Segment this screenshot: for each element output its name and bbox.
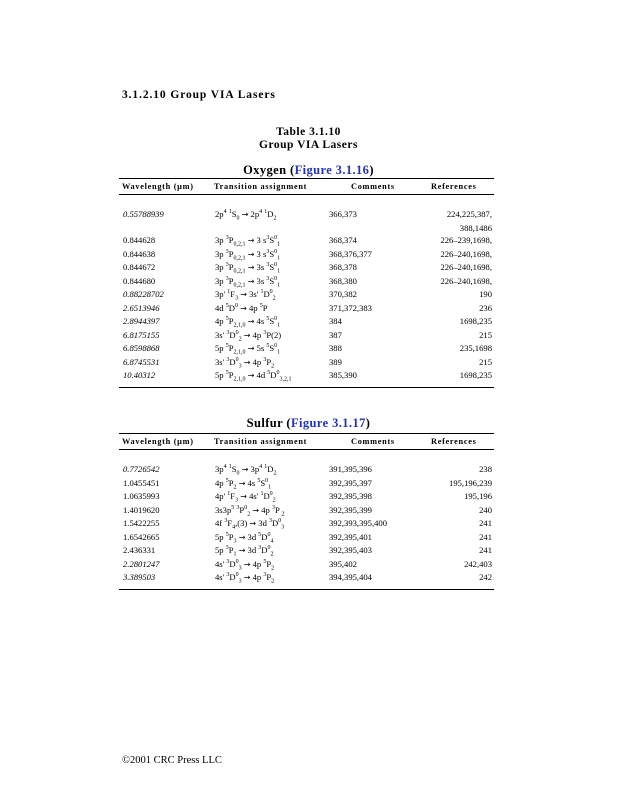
table-row: [119, 558, 494, 572]
table-row: [119, 571, 494, 589]
references-line: 224,225,387,: [446, 209, 492, 219]
comments-cell: 392,395,399: [329, 504, 372, 515]
table-row: [119, 288, 494, 302]
comments-cell: 368,378: [329, 262, 357, 272]
wavelength-cell: 10.40312: [119, 369, 211, 387]
comments-cell: 385,390: [325, 369, 421, 387]
comments-cell: 391,395,396: [329, 464, 372, 474]
comments-cell: 370,382: [329, 289, 357, 299]
figure-3-1-16-link[interactable]: Figure 3.1.16: [294, 163, 370, 177]
references-cell: 226–240,1698,: [440, 248, 492, 259]
references-cell: 1698,235: [421, 369, 494, 387]
wavelength-cell: 1.0635993: [123, 491, 160, 501]
oxygen-subtitle: [0, 163, 617, 178]
wavelength-cell: 0.844628: [123, 235, 156, 245]
references-cell: 226–239,1698,: [440, 235, 492, 245]
table-row: [119, 477, 494, 491]
transition-cell: 3s' $^3D^0_2 \to 4p$ $^3$P(2): [215, 329, 282, 343]
transition-cell: $3s3p^5$ $^3P^0_2 \to 4p$ $^3$P $_2$: [215, 504, 285, 518]
table-row: [119, 463, 494, 477]
header-wavelength: Wavelength (µm): [119, 434, 211, 450]
comments-cell: 392,395,397: [329, 477, 372, 488]
references-cell: 241: [479, 531, 492, 542]
transition-cell: 4p' $^1F_3 \to 4s'$ $^1D^0_2$: [215, 491, 276, 504]
comments-cell: 392,395,403: [329, 545, 372, 555]
references-cell: 242: [421, 571, 494, 589]
comments-cell: 371,372,383: [329, 302, 372, 313]
wavelength-cell: 0.7726542: [123, 464, 160, 474]
figure-3-1-17-link[interactable]: Figure 3.1.17: [290, 416, 366, 430]
header-transition: Transition assignment: [211, 434, 325, 450]
references-cell: 195,196: [464, 491, 492, 501]
wavelength-cell: 3.389503: [119, 571, 211, 589]
wavelength-cell: 2.436331: [123, 545, 156, 555]
wavelength-cell: 1.6542665: [123, 531, 160, 542]
sulfur-label: Sulfur: [246, 416, 283, 430]
table-row: [119, 531, 494, 545]
oxygen-close-paren: ): [369, 163, 374, 177]
wavelength-cell: 6.8598868: [123, 343, 160, 353]
sulfur-subtitle: [0, 416, 617, 431]
oxygen-header-row: [119, 179, 494, 195]
transition-cell: 4p $^5P_2 \to 4s$ $^5S^0_1$: [215, 477, 272, 491]
sulfur-table-body: [119, 450, 494, 590]
table-row: [119, 342, 494, 356]
transition-cell: $3p^4$ $^1S_0 \to 3p^4$ $^1D_2$: [215, 464, 277, 477]
transition-cell: 3p $^3P_{0,2,1} \to 3s$ $^3S^0_1$: [215, 262, 281, 275]
comments-cell: 368,380: [329, 275, 357, 286]
table-number: Table 3.1.10: [276, 126, 341, 138]
comments-cell: 387: [329, 329, 342, 340]
references-cell: 241: [479, 518, 492, 528]
references-cell: 226–240,1698,: [440, 275, 492, 286]
transition-cell: 5p $^3P_1 \to 3d$ $^3D^0_2$: [215, 545, 274, 558]
references-cell: 190: [479, 289, 492, 299]
transition-cell: 4s' $^3D^0_3 \to 4p$ $^3P_2$: [211, 571, 325, 589]
references-cell: 215: [479, 329, 492, 340]
wavelength-cell: 0.844672: [123, 262, 156, 272]
header-transition: Transition assignment: [211, 179, 325, 195]
transition-cell: 3p $^3P_{0,2,1} \to 3$ $s^3S^0_1$: [215, 235, 281, 248]
copyright-notice: ©2001 CRC Press LLC: [122, 755, 222, 766]
table-row: [119, 208, 494, 234]
references-cell: 236: [479, 302, 492, 313]
transition-cell: 5p $^5P_{2,1,0} \to 4d$ $^5D^0_{3,2,1}$: [211, 369, 325, 387]
oxygen-table: [119, 178, 494, 388]
references-cell: 241: [479, 545, 492, 555]
wavelength-cell: 1.5422255: [123, 518, 160, 528]
wavelength-cell: 0.844638: [123, 248, 156, 259]
references-cell: 215: [479, 356, 492, 367]
comments-cell: 388: [329, 343, 342, 353]
references-cell: 235,1698: [459, 343, 492, 353]
references-cell: 195,196,239: [449, 477, 492, 488]
oxygen-open-paren: (: [289, 163, 295, 177]
table-row: [119, 490, 494, 504]
transition-cell: 3p' $^1F_3 \to 3s'$ $^1D^0_2$: [215, 289, 276, 302]
header-comments: Comments: [325, 434, 421, 450]
references-cell: 242,403: [464, 558, 492, 569]
wavelength-cell: 2.6513946: [123, 302, 160, 313]
header-comments: Comments: [325, 179, 421, 195]
wavelength-cell: 6.8175155: [123, 329, 160, 340]
references-cell: 226–240,1698,: [440, 262, 492, 272]
table-row: [119, 517, 494, 531]
table-row: [119, 275, 494, 289]
wavelength-cell: 0.844680: [123, 275, 156, 286]
comments-cell: 368,374: [329, 235, 357, 245]
table-title: Group VIA Lasers: [259, 139, 358, 151]
transition-cell: 4d $^5D^0 \to 4p$ $^5$P: [215, 302, 268, 313]
transition-cell: 3p $^3P_{0,2,1} \to 3$ $s^3S^0_1$: [215, 248, 281, 262]
transition-cell: 4f $^3F_4,(3) \to 3d$ $^3D^0_3$: [215, 518, 285, 531]
table-row: [119, 302, 494, 316]
table-row: [119, 329, 494, 343]
header-wavelength: Wavelength (µm): [119, 179, 211, 195]
comments-cell: 392,395,401: [329, 531, 372, 542]
comments-cell: 368,376,377: [329, 248, 372, 259]
wavelength-cell: 2.8944397: [123, 316, 160, 326]
wavelength-cell: 0.88228702: [123, 289, 164, 299]
comments-cell: 389: [329, 356, 342, 367]
table-row: [119, 504, 494, 518]
comments-cell: 392,393,395,400: [329, 518, 388, 528]
references-line: 388,1486: [459, 223, 492, 233]
wavelength-cell: 2.2801247: [123, 558, 160, 569]
table-row: [119, 356, 494, 370]
oxygen-label: Oxygen: [243, 163, 287, 177]
references-cell: 240: [479, 504, 492, 515]
wavelength-cell: 6.8745531: [123, 356, 160, 367]
references-cell: [421, 208, 494, 234]
table-row: [119, 315, 494, 329]
comments-cell: 384: [329, 316, 342, 326]
wavelength-cell: 1.0455451: [123, 477, 160, 488]
table-row: [119, 248, 494, 262]
transition-cell: 5p $^5P_3 \to 3d$ $^5D^0_4$: [215, 531, 274, 545]
transition-cell: 4p $^5P_{2,1,0} \to 4s$ $^5S^0_1$: [215, 316, 281, 329]
transition-cell: 3p $^3P_{0,2,1} \to 3s$ $^3S^0_1$: [215, 275, 281, 289]
header-references: References: [421, 434, 494, 450]
references-cell: 1698,235: [459, 316, 492, 326]
table-row: [119, 234, 494, 248]
comments-cell: 395,402: [329, 558, 357, 569]
transition-cell: 4s' $^3D^0_3 \to 4p$ $^5P_2$: [215, 558, 275, 572]
wavelength-cell: 0.55788939: [123, 209, 164, 219]
sulfur-header-row: [119, 434, 494, 450]
comments-cell: 394,395,404: [325, 571, 421, 589]
transition-cell: 5p $^5P_{2,1,0} \to 5s$ $^5S^0_1$: [215, 343, 281, 356]
table-row: [119, 261, 494, 275]
transition-cell: 3s' $^3D^0_3 \to 4p$ $^3P_2$: [215, 356, 275, 370]
references-cell: 238: [479, 464, 492, 474]
oxygen-table-body: [119, 195, 494, 388]
wavelength-cell: 1.4019620: [123, 504, 160, 515]
header-references: References: [421, 179, 494, 195]
comments-cell: 392,395,398: [329, 491, 372, 501]
sulfur-open-paren: (: [286, 416, 291, 430]
table-row: [119, 544, 494, 558]
sulfur-table: [119, 433, 494, 590]
comments-cell: 366,373: [329, 209, 357, 219]
transition-cell: $2p^4$ $^1S_0 \to 2p^4$ $^1D_2$: [215, 209, 277, 222]
table-row: [119, 369, 494, 387]
section-heading: 3.1.2.10 Group VIA Lasers: [122, 89, 276, 101]
sulfur-close-paren: ): [365, 416, 371, 430]
